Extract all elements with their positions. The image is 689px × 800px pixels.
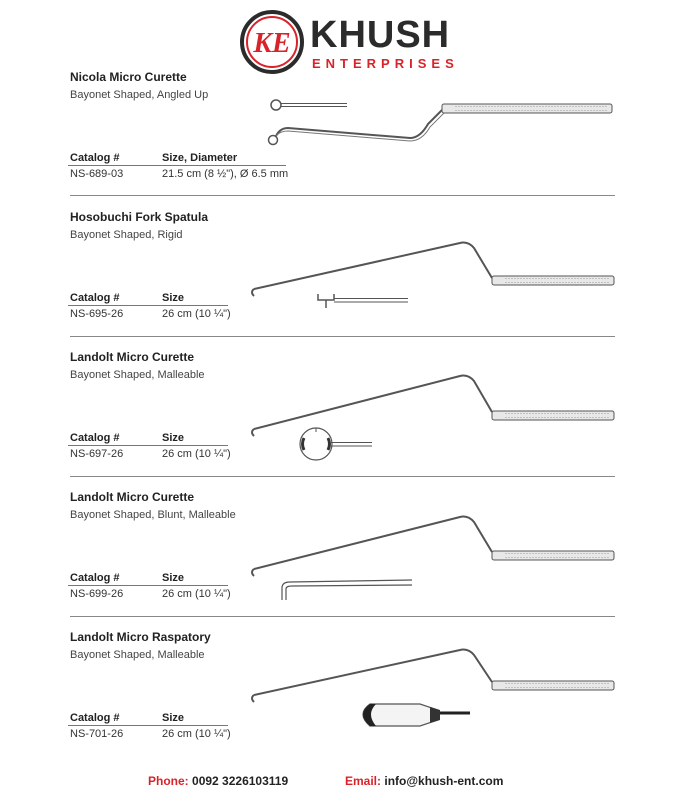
size-col-label: Size <box>162 292 185 304</box>
product-nicola-micro-curette <box>0 70 689 210</box>
brand-badge-icon <box>240 10 304 74</box>
product-description: Bayonet Shaped, Blunt, Malleable <box>70 509 236 521</box>
brand-subtitle: ENTERPRISES <box>312 56 459 71</box>
product-description: Bayonet Shaped, Angled Up <box>70 89 209 101</box>
brand-logo <box>240 10 459 78</box>
catalog-col-label: Catalog # <box>70 432 120 444</box>
size-value: 26 cm (10 ¼") <box>162 448 231 460</box>
catalog-number: NS-697-26 <box>70 448 124 460</box>
size-col-label: Size <box>162 572 185 584</box>
instrument-drawing <box>0 350 689 490</box>
product-description: Bayonet Shaped, Malleable <box>70 369 205 381</box>
email-address[interactable]: info@khush-ent.com <box>384 774 504 788</box>
footer-email <box>345 774 503 788</box>
section-divider <box>70 616 615 617</box>
size-value: 21.5 cm (8 ½"), Ø 6.5 mm <box>162 168 289 180</box>
product-name: Landolt Micro Curette <box>70 490 195 504</box>
catalog-col-label: Catalog # <box>70 712 120 724</box>
brand-name: KHUSH <box>310 14 451 56</box>
product-landolt-micro-curette <box>0 350 689 490</box>
product-description: Bayonet Shaped, Malleable <box>70 649 205 661</box>
product-name: Landolt Micro Raspatory <box>70 630 211 644</box>
catalog-number: NS-699-26 <box>70 588 124 600</box>
size-value: 26 cm (10 ¼") <box>162 308 231 320</box>
product-landolt-micro-curette-blunt <box>0 490 689 630</box>
section-divider <box>70 336 615 337</box>
catalog-col-label: Catalog # <box>70 572 120 584</box>
product-name: Hosobuchi Fork Spatula <box>70 210 209 224</box>
size-value: 26 cm (10 ¼") <box>162 728 231 740</box>
size-col-label: Size <box>162 432 185 444</box>
instrument-drawing <box>0 70 689 210</box>
catalog-number: NS-701-26 <box>70 728 124 740</box>
size-diameter-col-label: Size, Diameter <box>162 152 238 164</box>
catalog-number: NS-695-26 <box>70 308 124 320</box>
instrument-drawing <box>0 490 689 630</box>
section-divider <box>70 476 615 477</box>
product-name: Landolt Micro Curette <box>70 350 195 364</box>
product-name: Nicola Micro Curette <box>70 70 187 84</box>
footer-contact <box>0 774 689 794</box>
size-value: 26 cm (10 ¼") <box>162 588 231 600</box>
instrument-drawing <box>0 630 689 770</box>
brand-monogram: KE <box>253 28 291 59</box>
size-col-label: Size <box>162 712 185 724</box>
product-description: Bayonet Shaped, Rigid <box>70 229 183 241</box>
instrument-drawing <box>0 210 689 350</box>
catalog-col-label: Catalog # <box>70 292 120 304</box>
product-landolt-micro-raspatory <box>0 630 689 770</box>
product-hosobuchi-fork-spatula <box>0 210 689 350</box>
footer-phone <box>148 774 288 788</box>
catalog-col-label: Catalog # <box>70 152 120 164</box>
section-divider <box>70 195 615 196</box>
phone-label: Phone: <box>148 774 189 788</box>
catalog-number: NS-689-03 <box>70 168 124 180</box>
phone-number[interactable]: 0092 3226103119 <box>192 774 289 788</box>
email-label: Email: <box>345 774 382 788</box>
